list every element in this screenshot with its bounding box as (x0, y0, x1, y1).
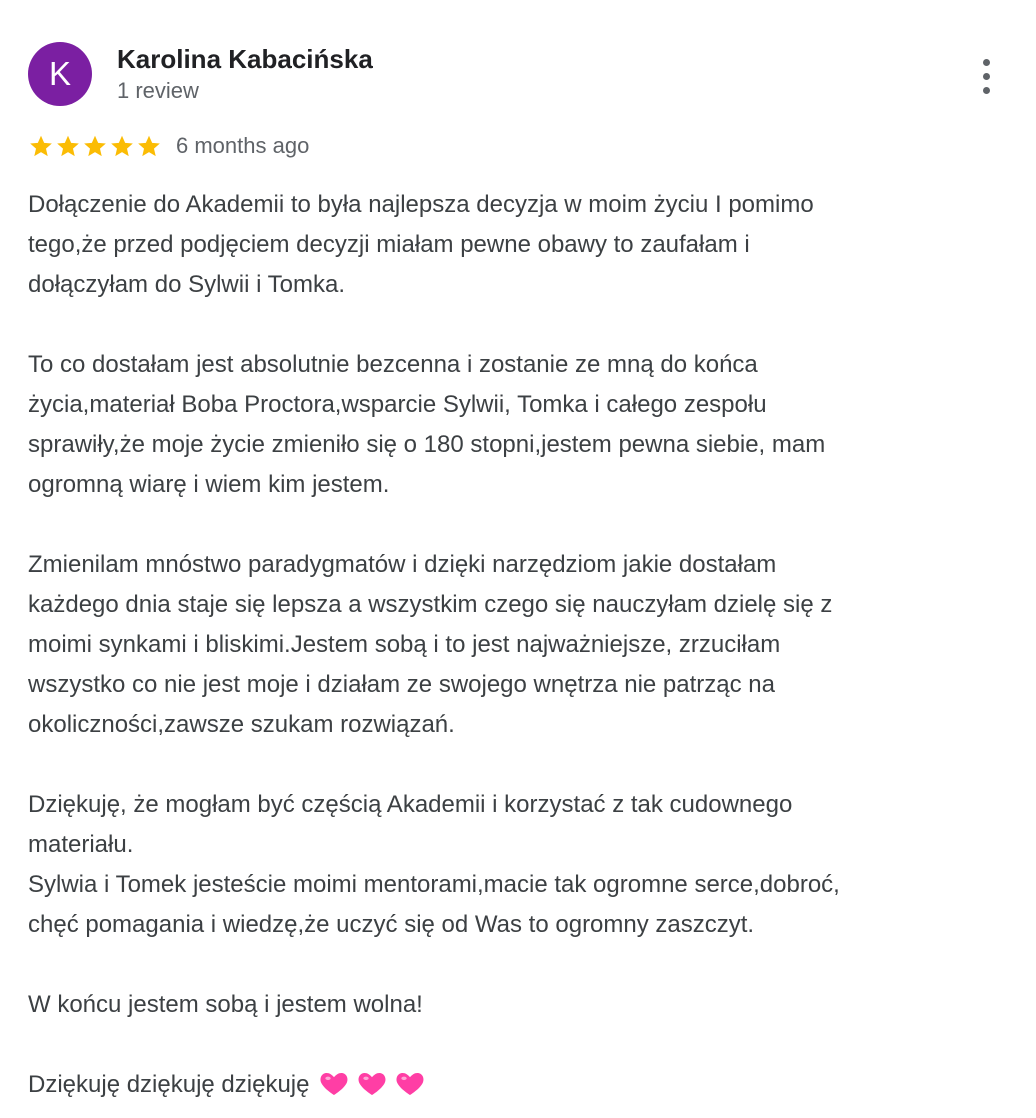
review-line: sprawiły,że moje życie zmieniło się o 180 stopni,jestem pewna siebie, mam (28, 431, 826, 458)
pink-heart-icon (393, 1067, 427, 1099)
star-icon (136, 133, 162, 159)
review-paragraph (28, 545, 1018, 745)
review-line: ogromną wiarę i wiem kim jestem. (28, 471, 390, 498)
review-line: życia,materiał Boba Proctora,wsparcie Sylwii, Tomka i całego zespołu (28, 391, 767, 418)
review-count[interactable]: 1 review (117, 78, 199, 103)
star-rating (28, 133, 162, 159)
avatar[interactable] (28, 42, 92, 106)
review-paragraph (28, 985, 1018, 1025)
avatar-initial: K (48, 55, 71, 92)
review-line: moimi synkami i bliskimi.Jestem sobą i to jest najważniejsze, zrzuciłam (28, 631, 781, 658)
review-paragraph (28, 185, 1018, 305)
review-paragraph (28, 345, 1018, 505)
review-line: To co dostałam jest absolutnie bezcenna i zostanie ze mną do końca (28, 351, 758, 378)
star-icon (55, 133, 81, 159)
review-line: Dziękuję, że mogłam być częścią Akademii i korzystać z tak cudownego (28, 791, 793, 818)
closing-text: Dziękuję dziękuję dziękuję (28, 1071, 310, 1098)
review-line: okoliczności,zawsze szukam rozwiązań. (28, 711, 455, 738)
star-icon (109, 133, 135, 159)
review-line: dołączyłam do Sylwii i Tomka. (28, 271, 346, 298)
review-closing (28, 1065, 1018, 1105)
review-line: wszystko co nie jest moje i działam ze swojego wnętrza nie patrząc na (28, 671, 775, 698)
review-paragraphs (28, 185, 1018, 1025)
review-line: tego,że przed podjęciem decyzji miałam pewne obawy to zaufałam i (28, 231, 750, 258)
more-vertical-icon-dot (983, 73, 990, 80)
pink-heart-icon (355, 1067, 389, 1099)
more-options-button[interactable] (966, 56, 1006, 96)
review-line: Sylwia i Tomek jesteście moimi mentorami,macie tak ogromne serce,dobroć, (28, 871, 840, 898)
review-line: W końcu jestem sobą i jestem wolna! (28, 991, 423, 1018)
review-text (28, 185, 1018, 1105)
more-vertical-icon-dot (983, 87, 990, 94)
more-vertical-icon (983, 59, 990, 66)
rating-row (28, 130, 309, 162)
reviewer-name[interactable]: Karolina Kabacińska (117, 44, 373, 74)
pink-heart-icon (317, 1067, 351, 1099)
star-icon (82, 133, 108, 159)
review-line: Zmienilam mnóstwo paradygmatów i dzięki narzędziom jakie dostałam (28, 551, 777, 578)
review-line: Dołączenie do Akademii to była najlepsza decyzja w moim życiu I pomimo (28, 191, 814, 218)
review-line: chęć pomagania i wiedzę,że uczyć się od Was to ogromny zaszczyt. (28, 911, 755, 938)
star-icon (28, 133, 54, 159)
review-date: 6 months ago (176, 133, 310, 158)
review-line: materiału. (28, 831, 134, 858)
review-line: każdego dnia staje się lepsza a wszystkim czego się nauczyłam dzielę się z (28, 591, 833, 618)
review-paragraph (28, 785, 1018, 945)
hearts-emoji (317, 1067, 427, 1099)
